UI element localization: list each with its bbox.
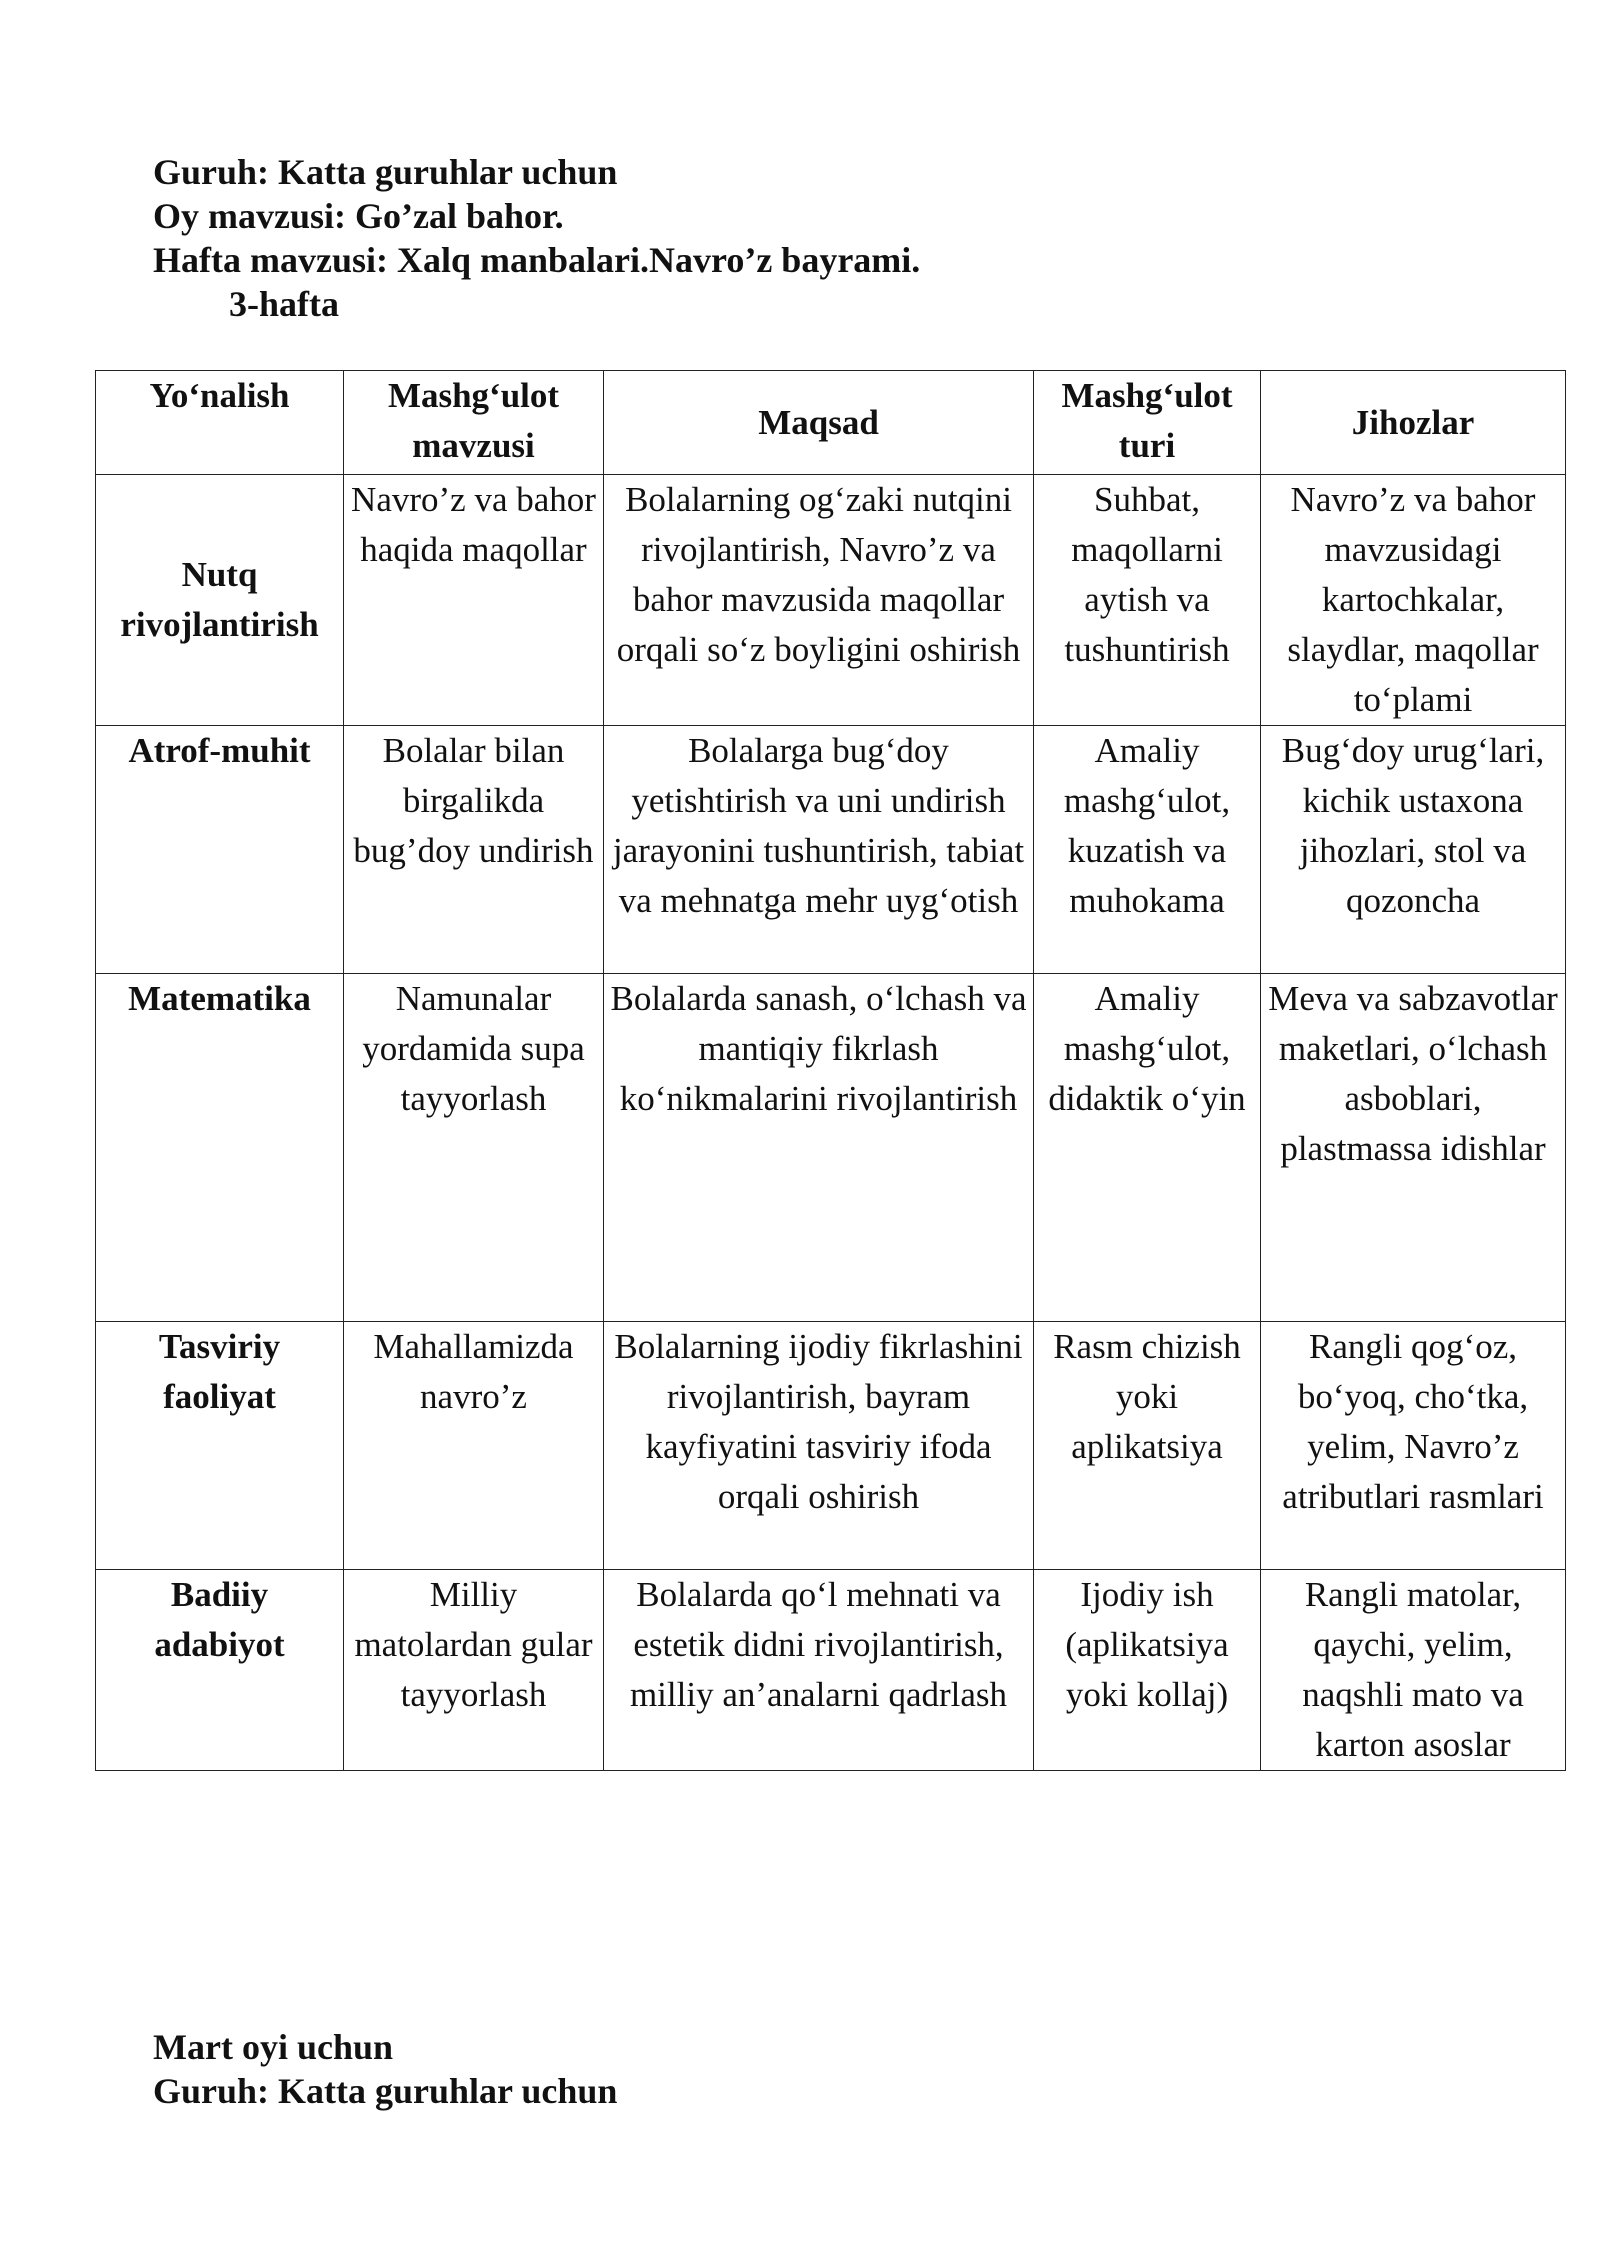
equipment-cell: Meva va sabzavotlar maketlari, o‘lchash asboblari, plastmassa idishlar (1261, 974, 1566, 1322)
topic-cell: Milliy matolardan gular tayyorlash (344, 1570, 604, 1771)
topic-cell: Namunalar yordamida supa tayyorlash (344, 974, 604, 1322)
goal-cell: Bolalarda qo‘l mehnati va estetik didni rivojlantirish, milliy an’analarni qadrlash (604, 1570, 1034, 1771)
document-header (153, 150, 920, 326)
column-header-topic: Mashg‘ulot mavzusi (344, 371, 604, 475)
type-cell: Amaliy mashg‘ulot, kuzatish va muhokama (1034, 726, 1261, 974)
direction-cell: Badiiy adabiyot (96, 1570, 344, 1771)
direction-cell: Matematika (96, 974, 344, 1322)
column-header-direction: Yo‘nalish (96, 371, 344, 475)
topic-cell: Mahallamizda navro’z (344, 1322, 604, 1570)
equipment-cell: Navro’z va bahor mavzusidagi kartochkalar, slaydlar, maqollar to‘plami (1261, 475, 1566, 726)
goal-cell: Bolalarga bug‘doy yetishtirish va uni undirish jarayonini tushuntirish, tabiat va mehnatga mehr uyg‘otish (604, 726, 1034, 974)
lesson-plan-table (95, 370, 1566, 1771)
type-cell: Rasm chizish yoki aplikatsiya (1034, 1322, 1261, 1570)
goal-cell: Bolalarning og‘zaki nutqini rivojlantirish, Navro’z va bahor mavzusida maqollar orqali so‘z boyligini oshirish (604, 475, 1034, 726)
goal-cell: Bolalarning ijodiy fikrlashini rivojlantirish, bayram kayfiyatini tasviriy ifoda orqali oshirish (604, 1322, 1034, 1570)
equipment-cell: Rangli matolar, qaychi, yelim, naqshli mato va karton asoslar (1261, 1570, 1566, 1771)
week-number-line: 3-hafta (229, 284, 339, 324)
footer-group-line: Guruh: Katta guruhlar uchun (153, 2071, 618, 2111)
table-row (96, 1570, 1566, 1771)
footer-month-line: Mart oyi uchun (153, 2027, 394, 2067)
group-line: Guruh: Katta guruhlar uchun (153, 152, 618, 192)
document-footer (153, 2025, 617, 2113)
week-theme-line: Hafta mavzusi: Xalq manbalari.Navro’z bayrami. (153, 240, 921, 280)
table-row (96, 475, 1566, 726)
table-row (96, 1322, 1566, 1570)
direction-cell: Nutq rivojlantirish (96, 475, 344, 726)
month-theme-line: Oy mavzusi: Go’zal bahor. (153, 196, 564, 236)
column-header-goal: Maqsad (604, 371, 1034, 475)
type-cell: Suhbat, maqollarni aytish va tushuntirish (1034, 475, 1261, 726)
equipment-cell: Rangli qog‘oz, bo‘yoq, cho‘tka, yelim, Navro’z atributlari rasmlari (1261, 1322, 1566, 1570)
column-header-type: Mashg‘ulot turi (1034, 371, 1261, 475)
table-row (96, 726, 1566, 974)
direction-cell: Tasviriy faoliyat (96, 1322, 344, 1570)
table-header-row (96, 371, 1566, 475)
goal-cell: Bolalarda sanash, o‘lchash va mantiqiy fikrlash ko‘nikmalarini rivojlantirish (604, 974, 1034, 1322)
type-cell: Amaliy mashg‘ulot, didaktik o‘yin (1034, 974, 1261, 1322)
equipment-cell: Bug‘doy urug‘lari, kichik ustaxona jihozlari, stol va qozoncha (1261, 726, 1566, 974)
topic-cell: Bolalar bilan birgalikda bug’doy undirish (344, 726, 604, 974)
column-header-equipment: Jihozlar (1261, 371, 1566, 475)
direction-cell: Atrof-muhit (96, 726, 344, 974)
type-cell: Ijodiy ish (aplikatsiya yoki kollaj) (1034, 1570, 1261, 1771)
table-row (96, 974, 1566, 1322)
topic-cell: Navro’z va bahor haqida maqollar (344, 475, 604, 726)
